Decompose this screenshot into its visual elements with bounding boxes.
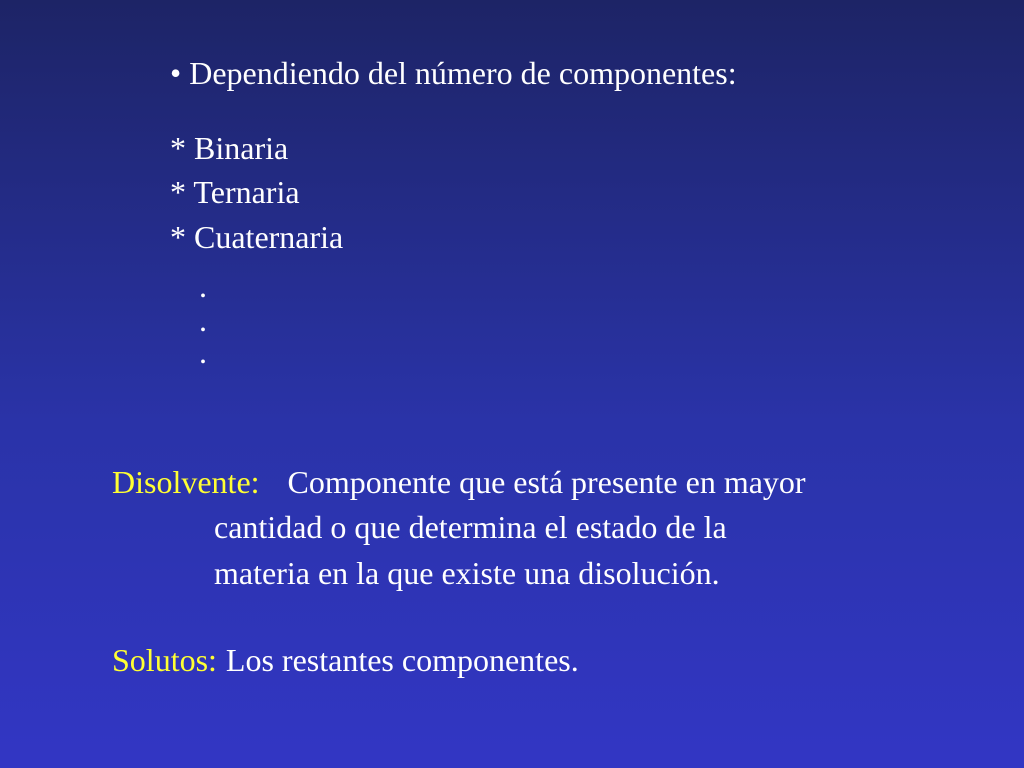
disolvente-text: Componente que está presente en mayor [287, 464, 806, 500]
ellipsis-dot: . [199, 334, 207, 370]
list-item-cuaternaria: * Cuaternaria [170, 219, 344, 255]
solutos-label: Solutos: [112, 642, 217, 678]
disolvente-text: materia en la que existe una disolución. [214, 555, 720, 591]
solutos-text: Los restantes componentes. [225, 642, 579, 678]
disolvente-text: cantidad o que determina el estado de la [214, 509, 727, 545]
disolvente-label: Disolvente: [112, 464, 260, 500]
list-item-binaria: * Binaria [170, 130, 289, 166]
list-item-ternaria: * Ternaria [170, 174, 300, 210]
ellipsis-dot: . [199, 302, 207, 338]
ellipsis-dot: . [199, 268, 207, 304]
disolvente-definition-line [112, 464, 806, 500]
solutos-definition-line [112, 642, 579, 678]
heading-bullet: • Dependiendo del número de componentes: [170, 55, 737, 91]
